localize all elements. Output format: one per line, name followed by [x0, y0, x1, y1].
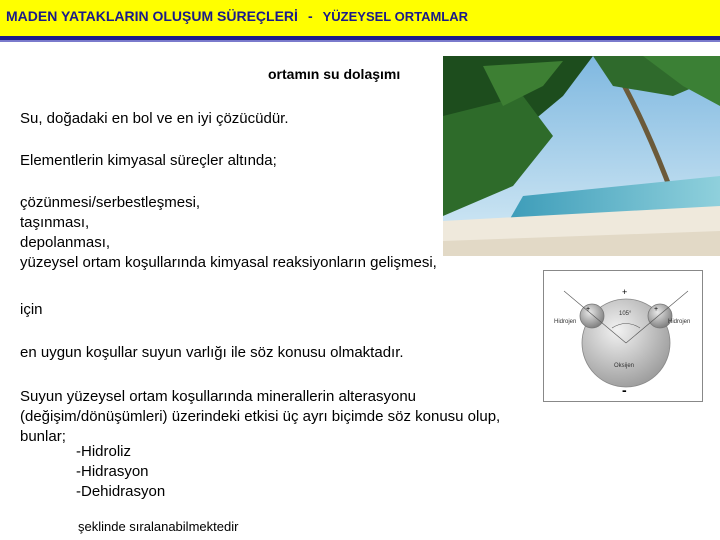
paragraph-line: (değişim/dönüşümleri) üzerindeki etkisi üç ayrı biçimde söz konusu olup, [20, 408, 501, 425]
text-line-for: için [20, 301, 43, 318]
charge-minus: - [622, 382, 627, 398]
title-main: MADEN YATAKLARIN OLUŞUM SÜREÇLERİ [6, 8, 298, 24]
alteration-types-list [76, 442, 165, 502]
list-item: -Dehidrasyon [76, 483, 166, 500]
hydrogen-right-label: Hidrojen [668, 319, 691, 325]
text-line-elements: Elementlerin kimyasal süreçler altında; [20, 152, 277, 169]
list-item: -Hidrasyon [76, 463, 149, 480]
beach-palm-photo [443, 56, 720, 256]
paragraph-line: bunlar; [20, 428, 66, 445]
header-bar [0, 0, 720, 36]
water-molecule-svg [544, 271, 702, 401]
oxygen-label: Oksijen [614, 363, 635, 369]
alteration-paragraph [20, 387, 500, 447]
charge-plus-top: + [622, 287, 628, 297]
text-line-solvent: Su, doğadaki en bol ve en iyi çözücüdür. [20, 110, 289, 127]
title-subtitle: YÜZEYSEL ORTAMLAR [322, 9, 469, 24]
text-line-conditions: en uygun koşullar suyun varlığı ile söz konusu olmaktadır. [20, 344, 404, 361]
list-item: depolanması, [20, 234, 111, 251]
list-item: çözünmesi/serbestleşmesi, [20, 194, 201, 211]
page-title [6, 8, 468, 24]
paragraph-line: Suyun yüzeysel ortam koşullarında minerallerin alterasyonu [20, 388, 417, 405]
footer-text: şeklinde sıralanabilmektedir [78, 519, 239, 534]
header-divider-light [0, 40, 720, 42]
list-item: taşınması, [20, 214, 90, 231]
list-item: yüzeysel ortam koşullarında kimyasal reaksiyonların gelişmesi, [20, 254, 437, 271]
hydrogen-left-label: Hidrojen [554, 319, 577, 325]
charge-plus-left: + [586, 306, 591, 313]
section-title: ortamın su dolaşımı [268, 66, 401, 82]
title-separator: - [307, 8, 313, 24]
water-molecule-diagram [543, 270, 703, 402]
charge-plus-right: + [654, 306, 659, 313]
process-list [20, 193, 437, 273]
list-item: -Hidroliz [76, 443, 132, 460]
angle-label: 105° [619, 311, 632, 317]
